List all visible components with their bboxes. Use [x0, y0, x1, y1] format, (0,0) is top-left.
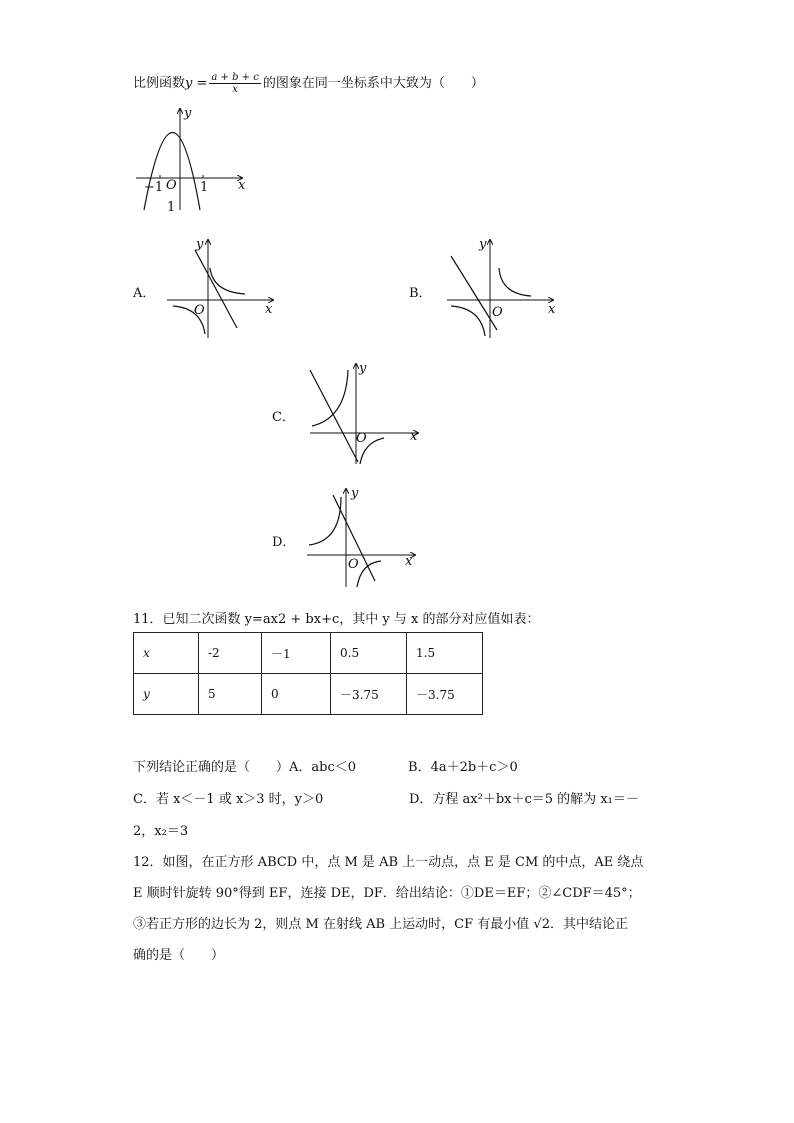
table-cell: －1 — [262, 633, 331, 674]
option-b-label: B． — [409, 286, 432, 301]
q11-stem: 11．已知二次函数 y=ax2 + bx+c，其中 y 与 x 的部分对应值如表： — [133, 612, 540, 627]
table-cell: -2 — [199, 633, 262, 674]
option-d-graph — [305, 485, 420, 590]
option-c-x: x — [410, 429, 418, 444]
table-cell: x — [134, 633, 199, 674]
table-row — [134, 633, 483, 674]
given-x-label: x — [238, 178, 246, 193]
q11-options-line1: 下列结论正确的是（ ）A．abc＜0 B．4a＋2b＋c＞0 — [133, 760, 518, 775]
given-y-label: y — [184, 106, 192, 121]
option-b-o: O — [492, 305, 503, 320]
q10-given-graph — [130, 105, 250, 215]
table-cell: 5 — [199, 674, 262, 715]
q12-line4: 确的是（ ） — [133, 948, 225, 963]
option-d-x: x — [405, 554, 413, 569]
option-a-x: x — [265, 302, 273, 317]
q11-value-table — [133, 632, 483, 715]
table-cell: y — [134, 674, 199, 715]
option-d-y: y — [351, 486, 359, 501]
option-a-label: A． — [133, 286, 156, 301]
q11-option-d: D．方程 ax²＋bx＋c＝5 的解为 x₁＝－ — [409, 792, 639, 807]
given-o-label: O — [166, 178, 177, 193]
q10-fraction — [209, 72, 260, 95]
option-c-label: C． — [272, 410, 295, 425]
option-c-graph — [308, 360, 423, 468]
table-cell: －3.75 — [407, 674, 483, 715]
q12-line2: E 顺时针旋转 90°得到 EF，连接 DE，DF．给出结论：①DE＝EF；②∠CDF＝45°； — [133, 886, 641, 901]
table-row — [134, 674, 483, 715]
option-a-y: y — [196, 237, 204, 252]
option-a-graph — [165, 236, 280, 341]
option-a-o: O — [194, 303, 205, 318]
option-b-y: y — [479, 237, 487, 252]
table-cell: 1.5 — [407, 633, 483, 674]
q10-stem — [133, 72, 484, 95]
option-b-x: x — [548, 302, 556, 317]
q11-option-c: C．若 x＜－1 或 x＞3 时，y＞0 — [133, 792, 324, 807]
given-below-label: 1 — [167, 200, 176, 215]
q10-prefix: 比例函数 — [133, 76, 186, 91]
q10-frac-num: a + b + c — [211, 72, 259, 83]
q10-suffix: 的图象在同一坐标系中大致为（ ） — [262, 76, 484, 91]
table-cell: －3.75 — [331, 674, 407, 715]
q11-option-d-cont: 2，x₂＝3 — [133, 824, 189, 839]
given-neg1-label: −1 — [144, 180, 164, 195]
option-b-graph — [445, 236, 560, 341]
option-d-o: O — [348, 557, 359, 572]
given-one-label: 1 — [200, 180, 209, 195]
option-d-label: D． — [272, 535, 296, 550]
q10-y-eq: y = — [185, 76, 208, 91]
option-c-y: y — [359, 361, 367, 376]
table-cell: 0.5 — [331, 633, 407, 674]
q12-line3: ③若正方形的边长为 2，则点 M 在射线 AB 上运动时，CF 有最小值 √2．其中结论正 — [133, 917, 628, 932]
option-c-o: O — [356, 431, 367, 446]
q10-frac-den: x — [232, 84, 238, 95]
table-cell: 0 — [262, 674, 331, 715]
q12-line1: 12．如图，在正方形 ABCD 中，点 M 是 AB 上一动点，点 E 是 CM 的中点，AE 绕点 — [133, 855, 644, 870]
